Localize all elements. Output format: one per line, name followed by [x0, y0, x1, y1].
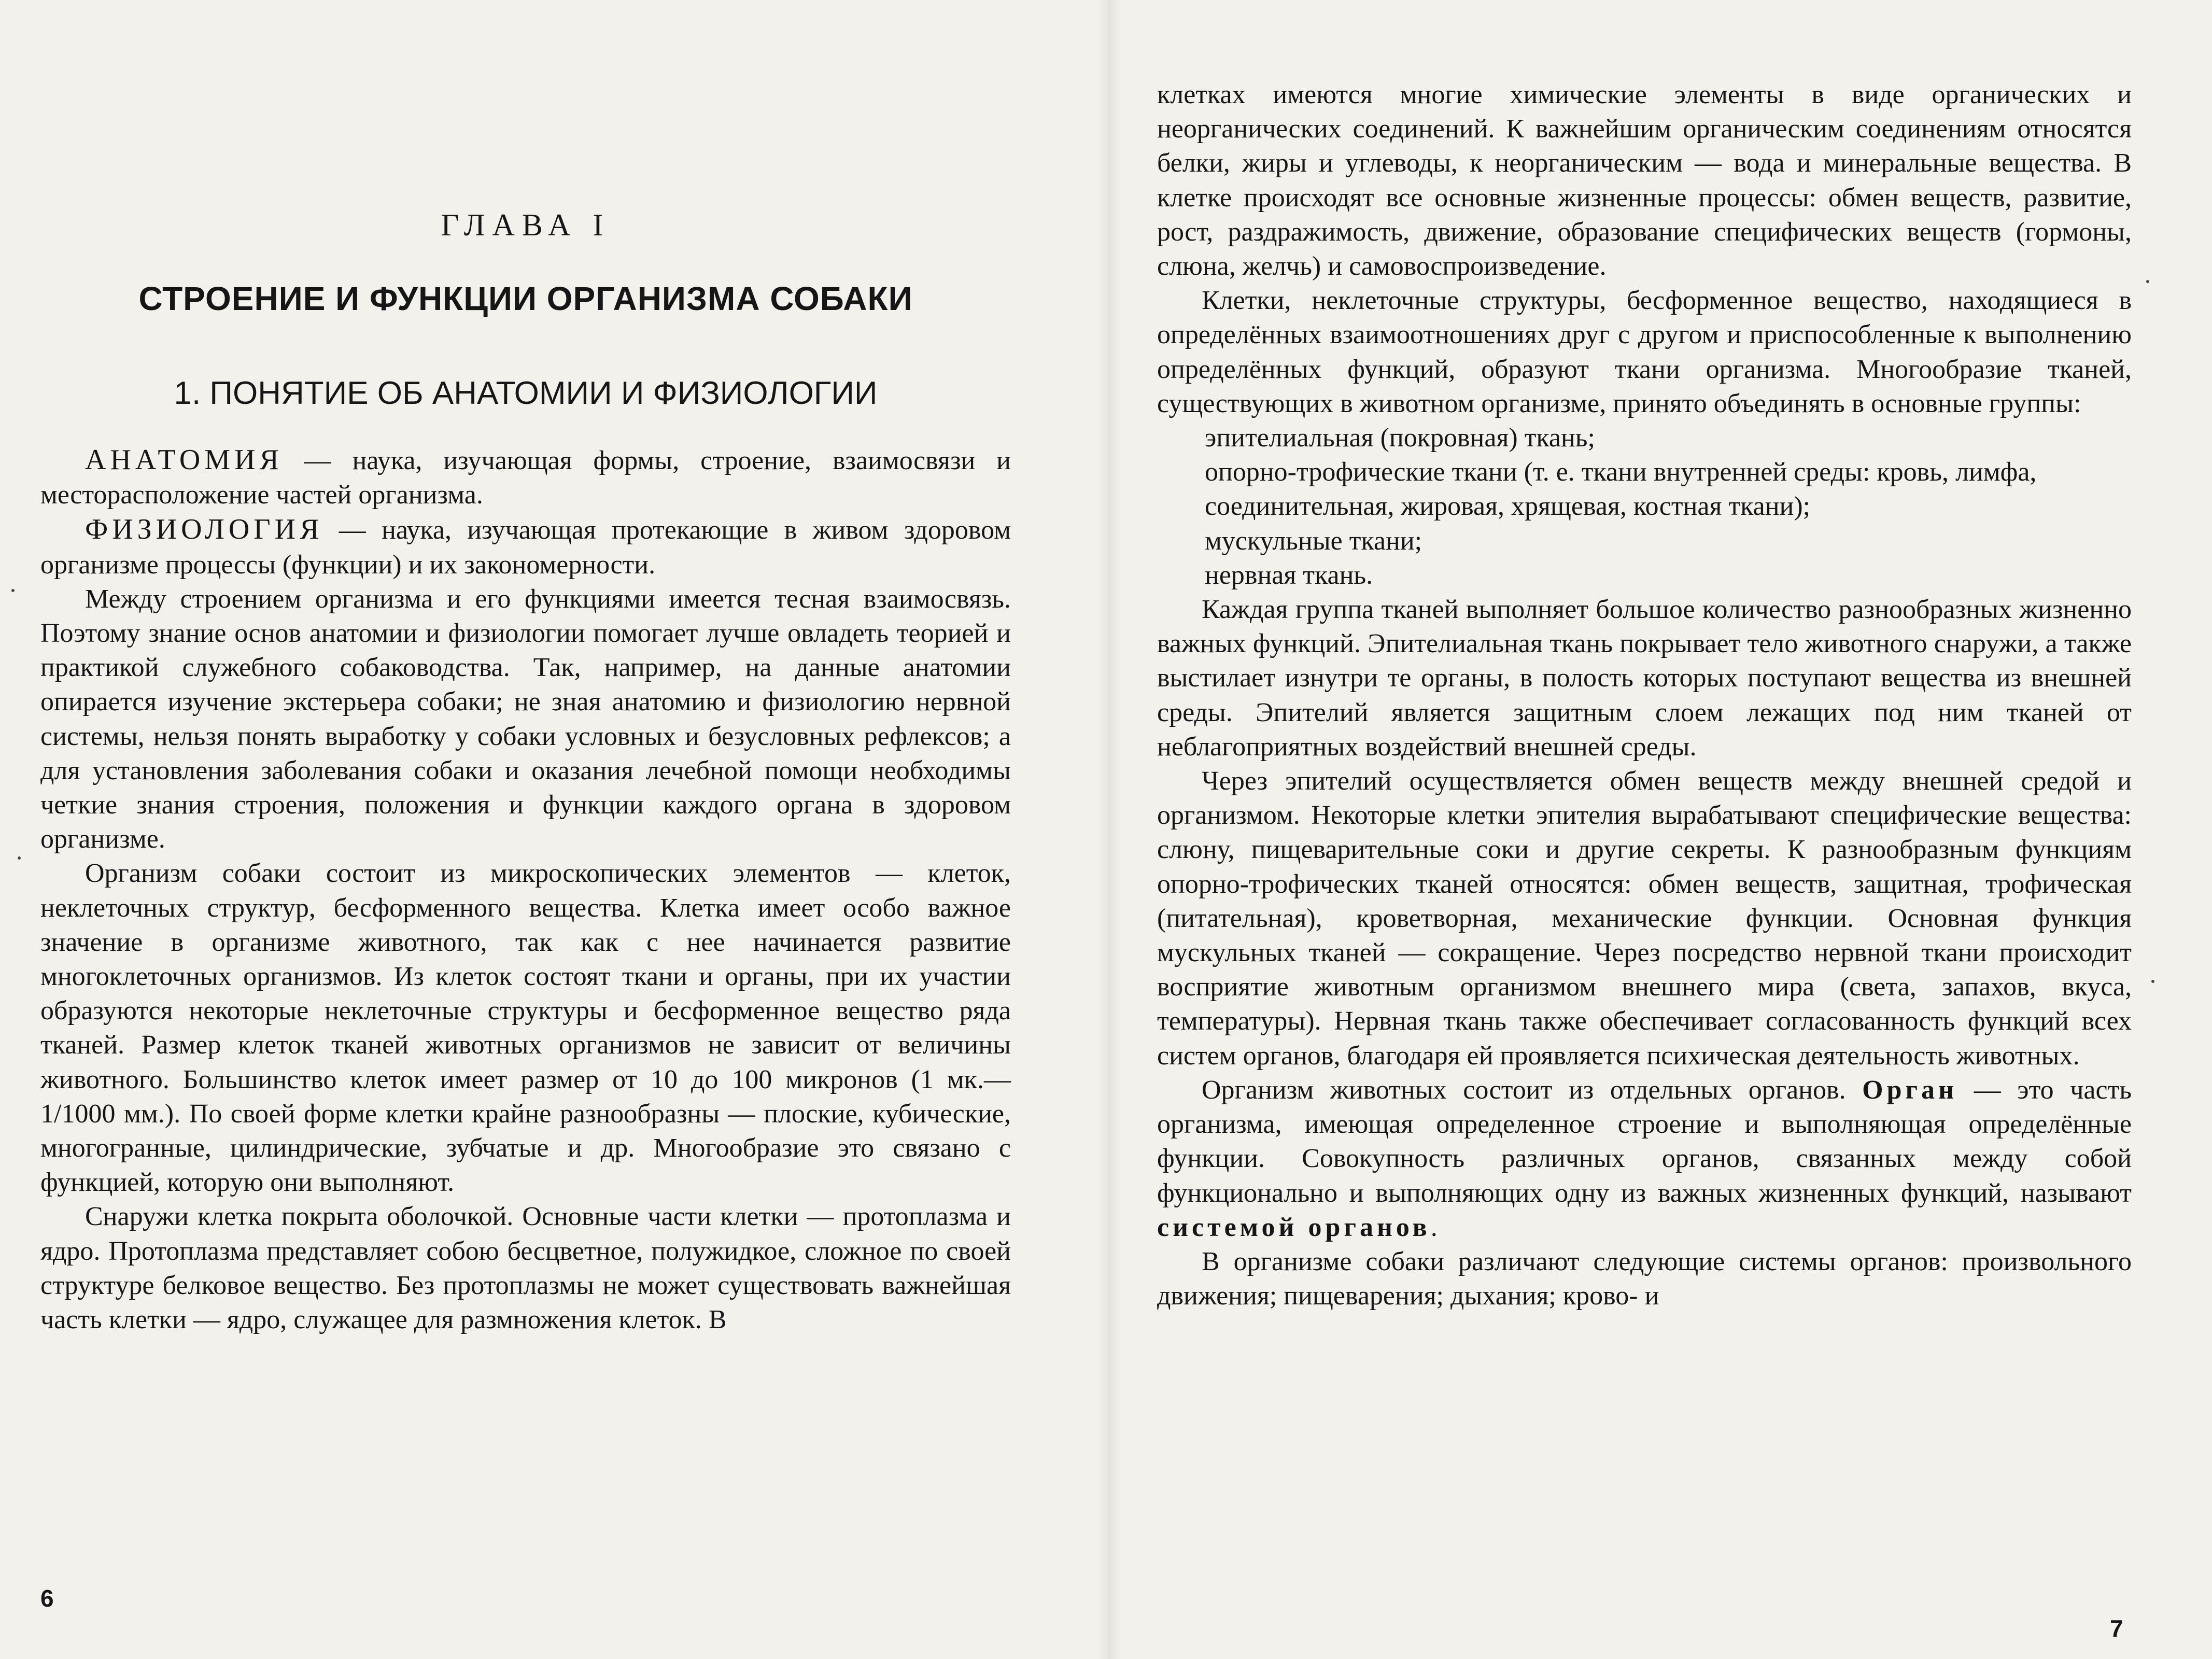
page-number-left: 6 — [40, 1585, 54, 1612]
right-page — [1109, 0, 2212, 1659]
definition-physiology: — наука, изучающая протекающие в живом здоровом организме процессы (функции) и их закономерности. — [40, 515, 1011, 580]
paragraph-tissues: Клетки, неклеточные структуры, бесформенное вещество, находящиеся в определённых взаимоотношениях друг с другом и приспособленные к выполнению определённых функций, образуют ткани организма. Многообразие тканей, существующих в животном организме, принято объединять в основные группы: — [1157, 286, 2132, 418]
list-item: опорно-трофические ткани (т. е. ткани внутренней среды: кровь, лимфа, соединительная, жировая, хрящевая, костная ткани); — [1205, 457, 2037, 522]
term-organ-system: системой органов — [1157, 1212, 1431, 1242]
organs-text-end: . — [1430, 1212, 1438, 1242]
paragraph-organ-systems: В организме собаки различают следующие системы органов: произвольного движения; пищеварения; дыхания; крово- и — [1157, 1246, 2132, 1311]
organs-text-middle: — это часть организма, имеющая определенное строение и выполняющая определённые функции. Совокупность различных органов, связанных между собой функционально и выполняющих одну из важных жизненных функций, называют — [1157, 1075, 2132, 1208]
term-anatomy: АНАТОМИЯ — [85, 444, 283, 476]
paragraph-cell-structure: Снаружи клетка покрыта оболочкой. Основные части клетки — протоплазма и ядро. Протоплазма представляет собою бесцветное, полужидкое, сложное по своей структуре белковое вещество. Без протоплазмы не может существовать важнейшая часть клетки — ядро, служащее для размножения клеток. В — [40, 1202, 1011, 1335]
paragraph-epithelium: Через эпителий осуществляется обмен веществ между внешней средой и организмом. Некоторые клетки эпителия вырабатывают специфические вещества: слюну, пищеварительные соки и другие секреты. К разнообразным функциям опорно-трофических тканей относятся: обмен веществ, защитная, трофическая (питательная), кроветворная, механические функции. Основная функция мускульных тканей — сокращение. Через посредство нервной ткани происходит восприятие животным организмом внешнего мира (света, запахов, вкуса, температуры). Нервная ткань также обеспечивает согласованность функций всех систем органов, благодаря ей проявляется психическая деятельность животных. — [1157, 766, 2132, 1071]
organs-text-start: Организм животных состоит из отдельных органов. — [1202, 1075, 1863, 1105]
print-speck — [2151, 980, 2154, 983]
print-speck — [18, 856, 21, 860]
chapter-title: СТРОЕНИЕ И ФУНКЦИИ ОРГАНИЗМА СОБАКИ — [138, 280, 913, 317]
paragraph-physiology — [40, 512, 1011, 582]
section-heading: 1. ПОНЯТИЕ ОБ АНАТОМИИ И ФИЗИОЛОГИИ — [174, 375, 878, 411]
paragraph-anatomy — [40, 443, 1011, 512]
term-organ: Орган — [1862, 1075, 1958, 1105]
right-text-column — [1157, 78, 2132, 1313]
list-item: нервная ткань. — [1205, 560, 1373, 590]
list-item: мускульные ткани; — [1205, 526, 1422, 556]
paragraph-organs — [1157, 1073, 2132, 1245]
paragraph-relationship: Между строением организма и его функциями имеется тесная взаимосвязь. Поэтому знание основ анатомии и физиологии помогает лучше овладеть теорией и практикой служебного собаководства. Так, например, на данные анатомии опирается изучение экстерьера собаки; не зная анатомию и физиологию нервной системы, нельзя понять выработку у собаки условных и безусловных рефлексов; а для установления заболевания собаки и оказания лечебной помощи необходимы четкие знания строения, положения и функции каждого органа в здоровом организме. — [40, 584, 1011, 854]
list-item: эпителиальная (покровная) ткань; — [1205, 423, 1595, 453]
chapter-heading: ГЛАВА I — [441, 208, 611, 242]
term-physiology: ФИЗИОЛОГИЯ — [85, 513, 323, 546]
print-speck — [11, 589, 15, 592]
tissue-group-list — [1157, 421, 2132, 593]
left-text-column — [40, 207, 1011, 1337]
print-speck — [2146, 280, 2149, 283]
paragraph-cells: Организм собаки состоит из микроскопических элементов — клеток, неклеточных структур, бесформенного вещества. Клетка имеет особо важное значение в организме животного, так как с нее начинается развитие многоклеточных организмов. Из клеток состоят ткани и органы, при их участии образуются некоторые неклеточные структуры и бесформенное вещество ряда тканей. Размер клеток тканей животных организмов не зависит от величины животного. Большинство клеток имеет размер от 10 до 100 микронов (1 мк.—1/1000 мм.). По своей форме клетки крайне разнообразны — плоские, кубические, многогранные, цилиндрические, зубчатые и др. Многообразие это связано с функцией, которую они выполняют. — [40, 859, 1011, 1198]
paragraph-cell-chemistry: клетках имеются многие химические элементы в виде органических и неорганических соединений. К важнейшим органическим соединениям относятся белки, жиры и углеводы, к неорганическим — вода и минеральные вещества. В клетке происходят все основные жизненные процессы: обмен веществ, развитие, рост, раздражимость, движение, образование специфических веществ (гормоны, слюна, желчь) и самовоспроизведение. — [1157, 80, 2132, 282]
definition-anatomy: — наука, изучающая формы, строение, взаимосвязи и месторасположение частей организма. — [40, 446, 1011, 510]
page-number-right: 7 — [2110, 1615, 2123, 1642]
paragraph-tissue-functions: Каждая группа тканей выполняет большое количество разнообразных жизненно важных функций. Эпителиальная ткань покрывает тело животного снаружи, а также выстилает изнутри те органы, в полость которых поступают вещества из внешней среды. Эпителий является защитным слоем лежащих под ним тканей от неблагоприятных воздействий внешней среды. — [1157, 595, 2132, 762]
